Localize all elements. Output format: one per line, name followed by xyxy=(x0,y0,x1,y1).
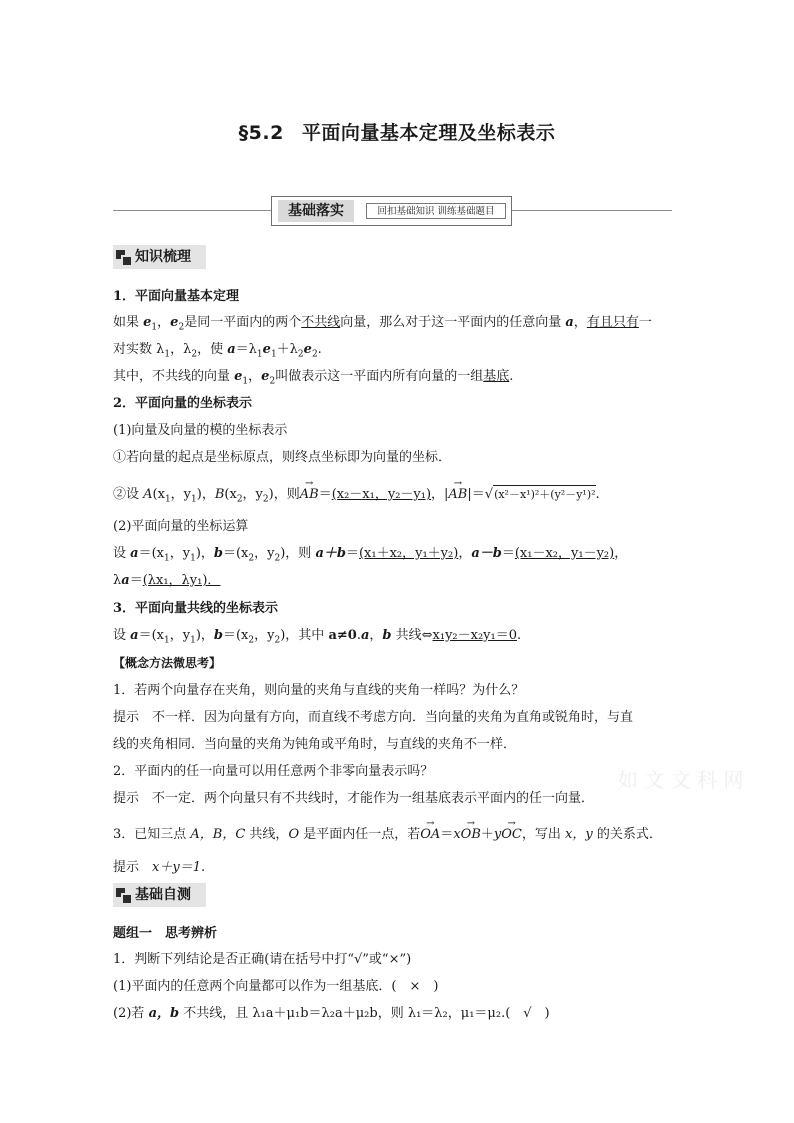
paragraph-6: ②设 $A(x_1$，$y_1$)，$B(x_2$，$y_2$)，则→ AB＝(x₂－x₁，y₂－y₁)，|→ AB|＝√(x²－x¹)²＋(y²－y¹)². xyxy=(113,485,683,509)
question-2: 2．平面内的任一向量可以用任意两个非零向量表示吗？ xyxy=(113,764,434,779)
paragraph-7: (2)平面向量的坐标运算 xyxy=(113,519,249,534)
divider-right xyxy=(512,210,672,211)
answer-1-line-1: 提示 不一样．因为向量有方向，而直线不考虑方向．当向量的夹角为直角或锐角时，与直 xyxy=(113,710,634,725)
square-bullet-icon xyxy=(116,888,130,902)
question-1: 1．若两个向量存在夹角，则向量的夹角与直线的夹角一样吗？为什么？ xyxy=(113,683,525,698)
divider-left xyxy=(113,210,271,211)
section-number: §5.2 xyxy=(238,122,284,144)
heading-3: 3．平面向量共线的坐标表示 xyxy=(113,601,279,616)
banner-sub-label: 回扣基础知识 训练基础题目 xyxy=(366,203,506,219)
exercise-1-item-1: (1)平面内的任意两个向量都可以作为一组基底．( × ) xyxy=(113,979,439,994)
watermark: 如 文 文 科 网 xyxy=(618,768,744,792)
answer-2: 提示 不一定．两个向量只有不共线时，才能作为一组基底表示平面内的任一向量． xyxy=(113,791,595,806)
paragraph-4: (1)向量及向量的模的坐标表示 xyxy=(113,423,288,438)
section-banner xyxy=(271,196,512,226)
paragraph-5: ①若向量的起点是坐标原点，则终点坐标即为向量的坐标． xyxy=(113,450,452,465)
answer-1-line-2: 线的夹角相同．当向量的夹角为钝角或平角时，与直线的夹角不一样． xyxy=(113,737,517,752)
paragraph-8: 设 $a=(x_1$，$y_1$)，$b=(x_2$，$y_2$)，则 a＋b＝(x₁＋x₂，y₁＋y₂)，a－b＝(x₁－x₂，y₁－y₂)， xyxy=(113,546,628,564)
section-header-selftest: 基础自测 xyxy=(113,883,206,907)
page-title xyxy=(0,118,794,145)
heading-2: 2．平面向量的坐标表示 xyxy=(113,396,253,411)
answer-3: 提示 x＋y＝1. xyxy=(113,860,206,875)
banner-main-label: 基础落实 xyxy=(278,200,354,222)
paragraph-3: 其中，不共线的向量 $e_1$，$e_2$叫做表示这一平面内所有向量的一组基底. xyxy=(113,369,514,387)
exercise-1-item-2: (2)若 a，b 不共线，且 λ₁a＋μ₁b＝λ₂a＋μ₂b，则 λ₁＝λ₂，μ₁＝μ₂.( √ ) xyxy=(113,1006,550,1021)
question-3: 3．已知三点 A，B，C 共线，O 是平面内任一点，若→ OA＝x→ OB＋y→ OC，写出 x，y 的关系式． xyxy=(113,826,683,844)
square-bullet-icon xyxy=(116,250,130,264)
title-text: 平面向量基本定理及坐标表示 xyxy=(301,122,556,144)
paragraph-9: λa＝(λx₁，λy₁)． xyxy=(113,573,221,588)
group-heading: 题组一 思考辨析 xyxy=(113,926,218,941)
section-header-knowledge: 知识梳理 xyxy=(113,245,206,269)
paragraph-1: 如果 $e_1$，$e_2$是同一平面内的两个不共线向量，那么对于这一平面内的任意向量 a，有且只有一 xyxy=(113,315,652,333)
think-heading: 【概念方法微思考】 xyxy=(113,656,222,670)
paragraph-10: 设 $a=(x_1$，$y_1$)，$b=(x_2$，$y_2$)，其中 a≠0.a，b 共线⇔x₁y₂－x₂y₁＝0. xyxy=(113,628,522,646)
paragraph-2: 对实数 $\lambda_1$，$\lambda_2$，使 $a=\lambda_1e_1+\lambda_2e_2$. xyxy=(113,342,322,360)
exercise-1: 1．判断下列结论是否正确(请在括号中打“√”或“×”) xyxy=(113,952,412,967)
heading-1: 1．平面向量基本定理 xyxy=(113,289,240,304)
